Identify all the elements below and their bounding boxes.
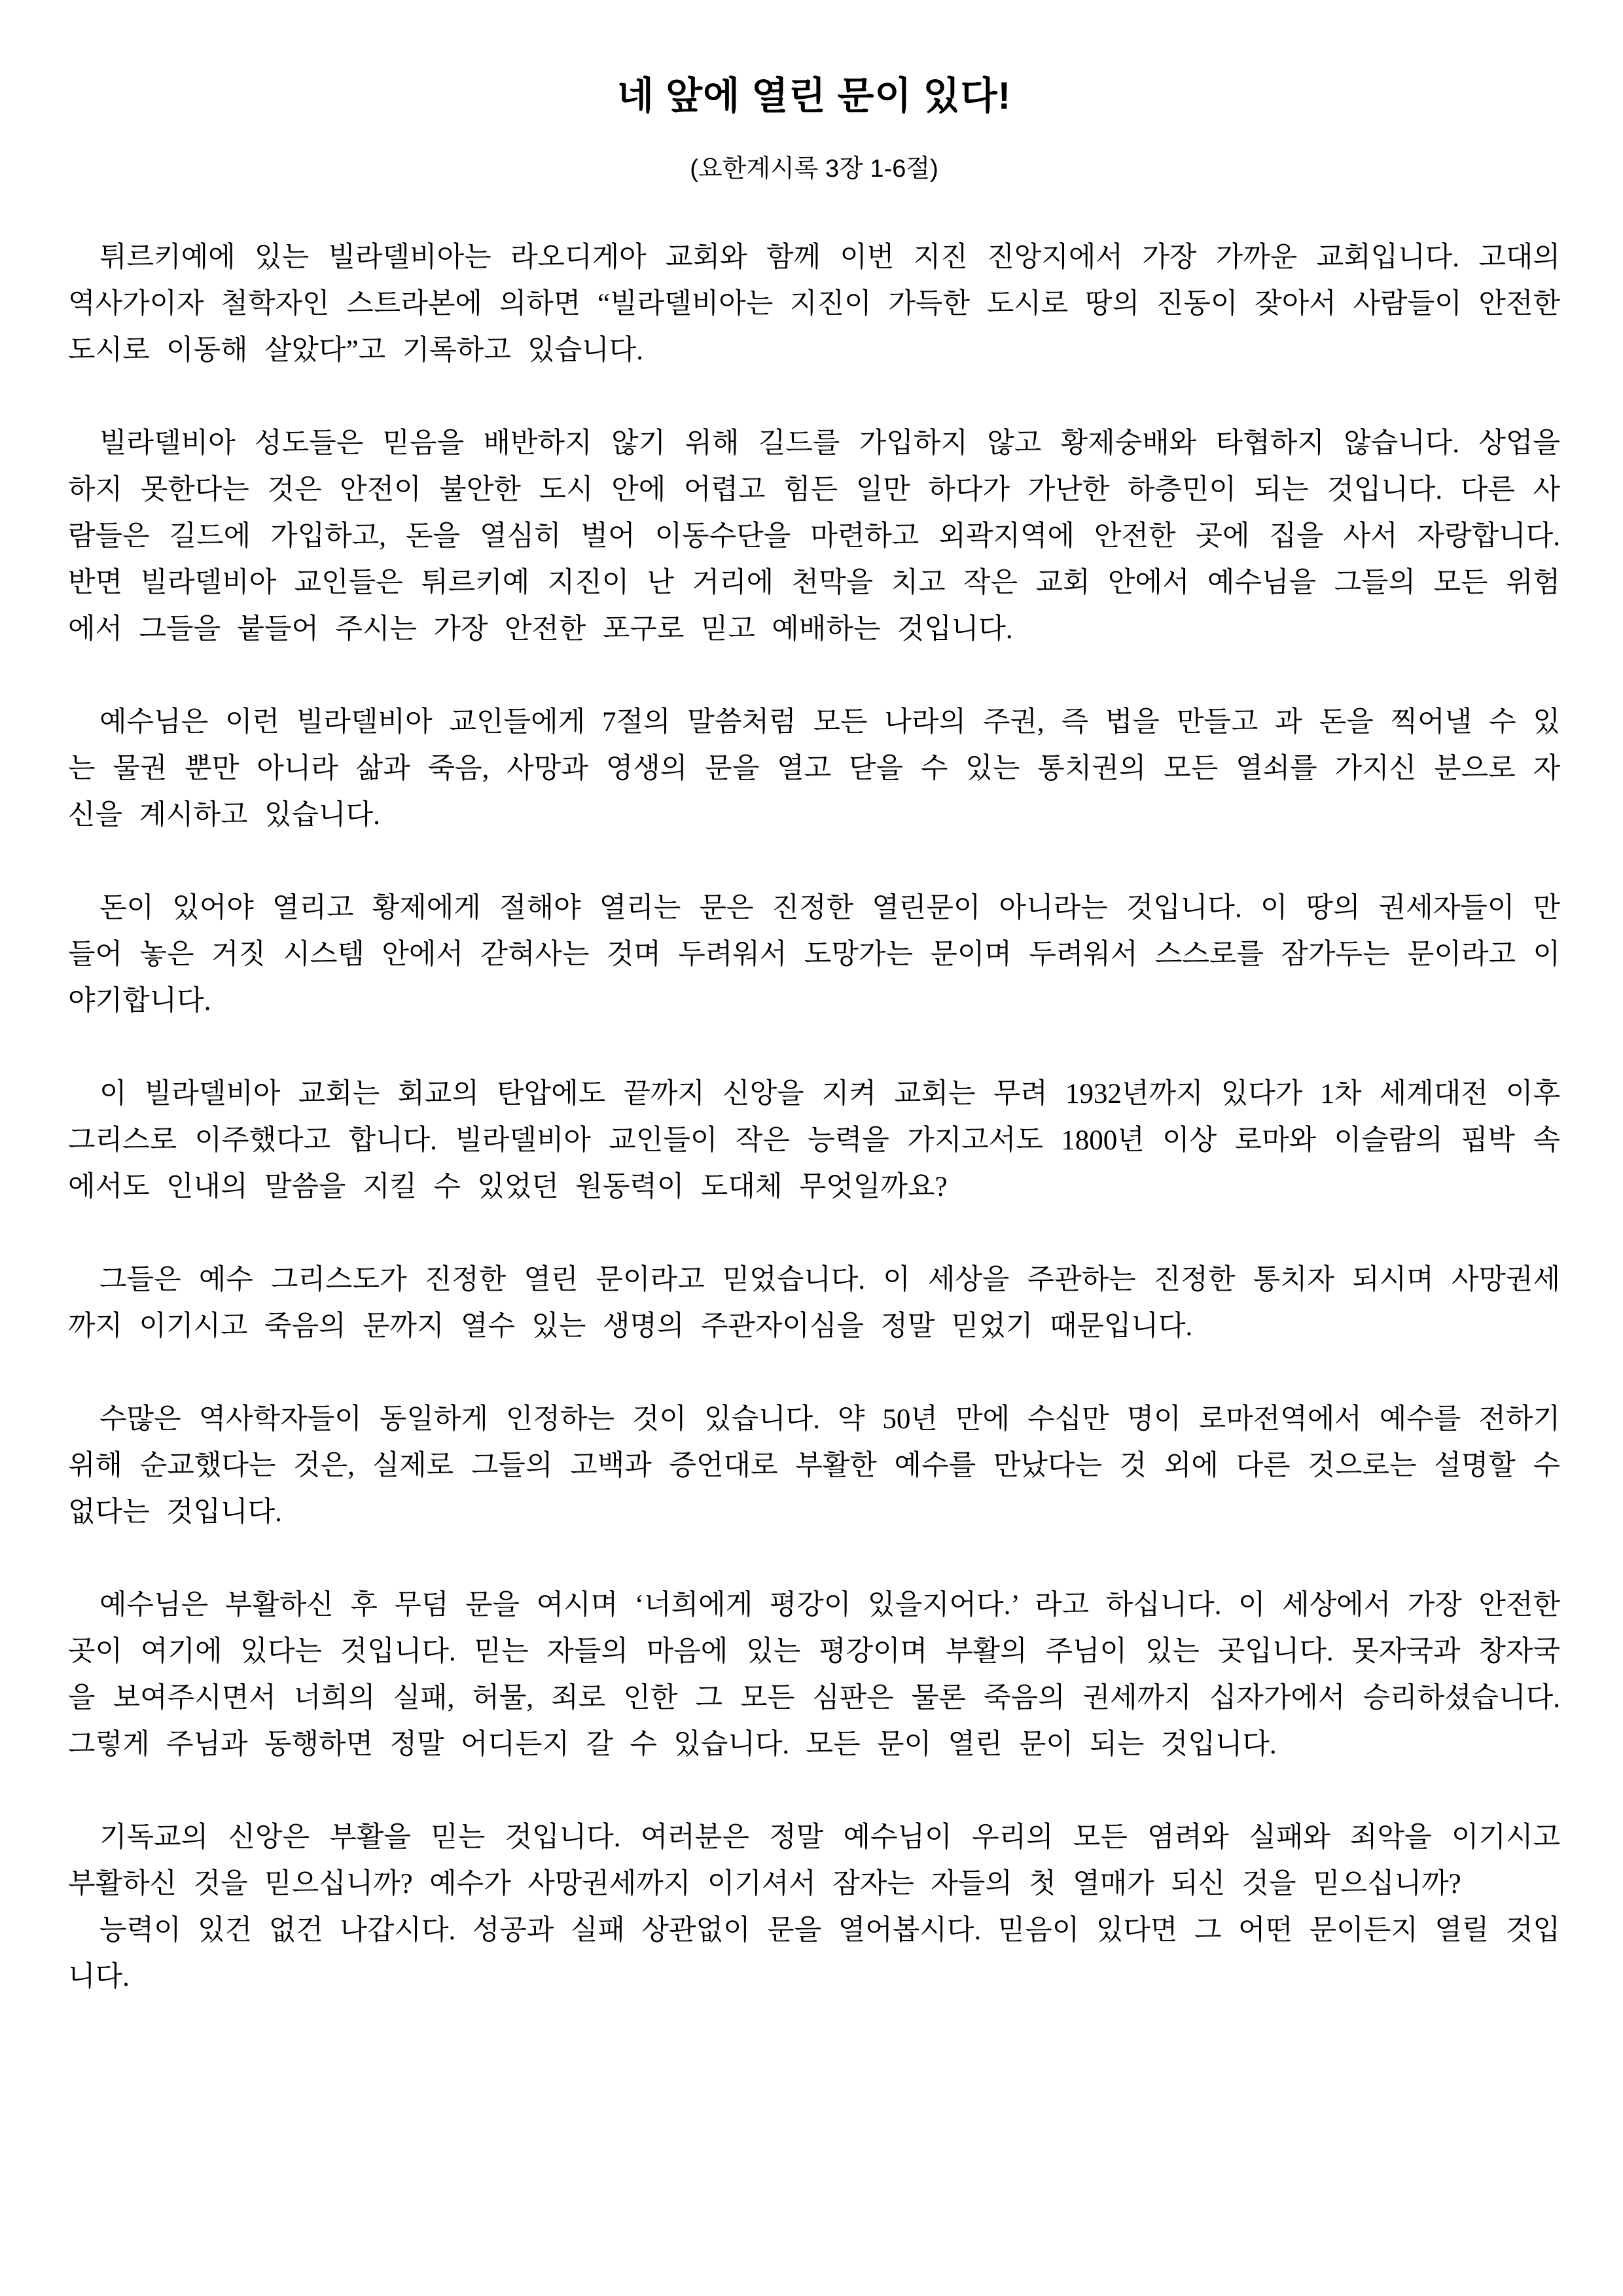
paragraph-8: 예수님은 부활하신 후 무덤 문을 여시며 ‘너희에게 평강이 있을지어다.’ 라고 하십니다. 이 세상에서 가장 안전한 곳이 여기에 있다는 것입니다. 믿는 자들의 마음에 있는 평강이며 부활의 주님이 있는 곳입니다. 못자국과 창자국을 보여주시면서 너희의 실패, 허물, 죄로 인한 그 모든 심판은 물론 죽음의 권세까지 십자가에서 승리하셨습니다. 그렇게 주님과 동행하면 정말 어디든지 갈 수 있습니다. 모든 문이 열린 문이 되는 것입니다.: [68, 1590, 1560, 1760]
paragraph-4: 돈이 있어야 열리고 황제에게 절해야 열리는 문은 진정한 열린문이 아니라는 것입니다. 이 땅의 권세자들이 만들어 놓은 거짓 시스템 안에서 갇혀사는 것며 두려워서 도망가는 문이며 두려워서 스스로를 잠가두는 문이라고 이야기합니다.: [68, 893, 1560, 1016]
paragraph-1: 튀르키예에 있는 빌라델비아는 라오디게아 교회와 함께 이번 지진 진앙지에서 가장 가까운 교회입니다. 고대의 역사가이자 철학자인 스트라본에 의하면 “빌라델비아는 지진이 가득한 도시로 땅의 진동이 잦아서 사람들이 안전한 도시로 이동해 살았다”고 기록하고 있습니다.: [68, 242, 1560, 366]
paragraph-2: 빌라델비아 성도들은 믿음을 배반하지 않기 위해 길드를 가입하지 않고 황제숭배와 타협하지 않습니다. 상업을 하지 못한다는 것은 안전이 불안한 도시 안에 어렵고 힘든 일만 하다가 가난한 하층민이 되는 것입니다. 다른 사람들은 길드에 가입하고, 돈을 열심히 벌어 이동수단을 마련하고 외곽지역에 안전한 곳에 집을 사서 자랑합니다. 반면 빌라델비아 교인들은 튀르키예 지진이 난 거리에 천막을 치고 작은 교회 안에서 예수님을 그들의 모든 위험에서 그들을 붙들어 주시는 가장 안전한 포구로 믿고 예배하는 것입니다.: [68, 428, 1560, 645]
sermon-body: [68, 234, 1560, 2000]
page-title: 네 앞에 열린 문이 있다!: [616, 75, 1012, 117]
paragraph-3: 예수님은 이런 빌라델비아 교인들에게 7절의 말씀처럼 모든 나라의 주권, 즉 법을 만들고 과 돈을 찍어낼 수 있는 물권 뿐만 아니라 삶과 죽음, 사망과 영생의 문을 열고 닫을 수 있는 통치권의 모든 열쇠를 가지신 분으로 자신을 계시하고 있습니다.: [68, 707, 1560, 831]
scripture-reference-subtitle: (요한계시록 3장 1-6절): [690, 155, 938, 183]
paragraph-5: 이 빌라델비아 교회는 회교의 탄압에도 끝까지 신앙을 지켜 교회는 무려 1932년까지 있다가 1차 세계대전 이후 그리스로 이주했다고 합니다. 빌라델비아 교인들이 작은 능력을 가지고서도 1800년 이상 로마와 이슬람의 핍박 속에서도 인내의 말씀을 지킬 수 있었던 원동력이 도대체 무엇일까요?: [68, 1079, 1560, 1202]
paragraph-10: 능력이 있건 없건 나갑시다. 성공과 실패 상관없이 문을 열어봅시다. 믿음이 있다면 그 어떤 문이든지 열릴 것입니다.: [68, 1915, 1560, 1992]
paragraph-9: 기독교의 신앙은 부활을 믿는 것입니다. 여러분은 정말 예수님이 우리의 모든 염려와 실패와 죄악을 이기시고 부활하신 것을 믿으십니까? 예수가 사망권세까지 이기셔서 잠자는 자들의 첫 열매가 되신 것을 믿으십니까?: [68, 1822, 1560, 1899]
paragraph-7: 수많은 역사학자들이 동일하게 인정하는 것이 있습니다. 약 50년 만에 수십만 명이 로마전역에서 예수를 전하기 위해 순교했다는 것은, 실제로 그들의 고백과 증언대로 부활한 예수를 만났다는 것 외에 다른 것으로는 설명할 수 없다는 것입니다.: [68, 1404, 1560, 1528]
paragraph-6: 그들은 예수 그리스도가 진정한 열린 문이라고 믿었습니다. 이 세상을 주관하는 진정한 통치자 되시며 사망권세까지 이기시고 죽음의 문까지 열수 있는 생명의 주관자이심을 정말 믿었기 때문입니다.: [68, 1265, 1560, 1342]
